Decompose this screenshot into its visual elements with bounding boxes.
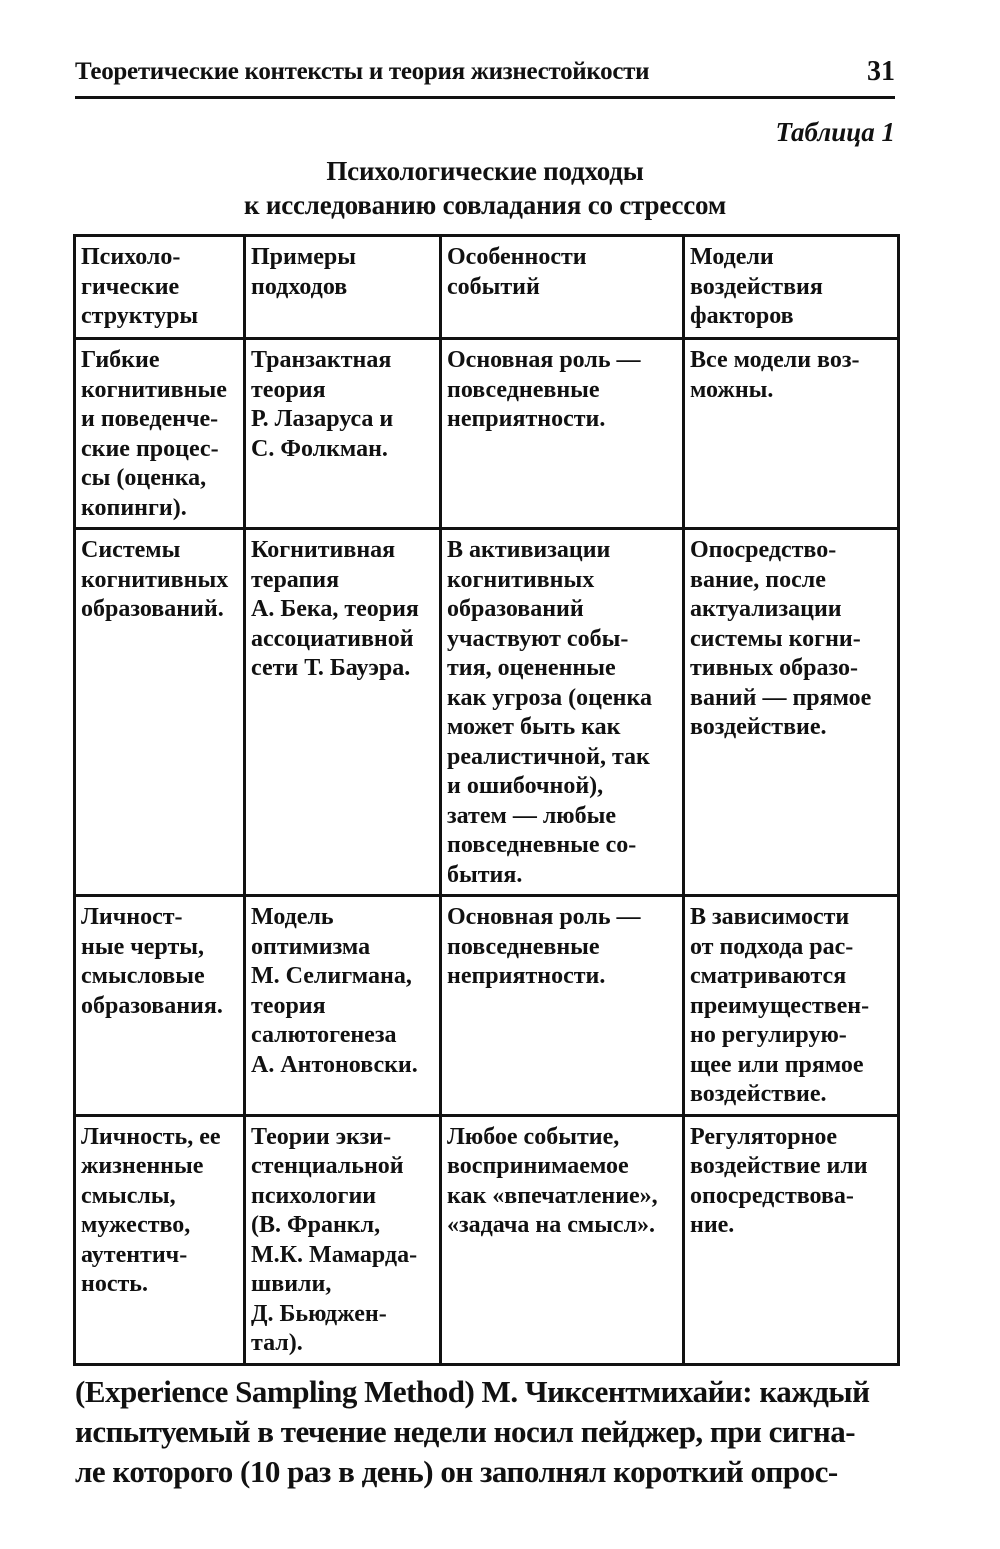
table-cell	[684, 1115, 899, 1364]
table-row	[75, 1115, 899, 1364]
header-cell	[684, 236, 899, 339]
running-title: Теоретические контексты и теория жизнестойкости	[75, 58, 650, 85]
table-cell	[684, 529, 899, 896]
table-label: Таблица 1	[775, 117, 895, 147]
table-cell	[75, 1115, 245, 1364]
header-text: Особенности событий	[447, 244, 587, 300]
table-cell	[441, 896, 684, 1116]
header-text: Психоло- гические структуры	[81, 244, 199, 329]
cell-text: Все модели воз- можны.	[690, 347, 860, 403]
cell-text: Когнитивная терапия А. Бека, теория ассоциативной сети Т. Бауэра.	[251, 537, 419, 681]
cell-text: Транзактная теория Р. Лазаруса и С. Фолкман.	[251, 347, 394, 462]
header-cell	[75, 236, 245, 339]
coping-approaches-table	[73, 234, 900, 1366]
header-text: Модели воздействия факторов	[690, 244, 823, 329]
cell-text: Теории экзи- стенциальной психологии (В. Франкл, М.К. Мамарда- швили, Д. Бьюджен- тал).	[251, 1123, 418, 1356]
table-cell	[684, 896, 899, 1116]
table-row	[75, 896, 899, 1116]
cell-text: Основная роль — повседневные неприятности.	[447, 904, 641, 989]
table-cell	[441, 529, 684, 896]
page-header	[75, 56, 895, 99]
cell-text: Регуляторное воздействие или опосредствова- ние.	[690, 1123, 868, 1238]
header-text: Примеры подходов	[251, 244, 356, 300]
table-cell	[245, 1115, 441, 1364]
table-cell	[75, 529, 245, 896]
table-caption-line-2: к исследованию совладания со стрессом	[243, 190, 727, 220]
table-row	[75, 339, 899, 529]
table-cell	[245, 339, 441, 529]
cell-text: Любое событие, воспринимаемое как «впечатление», «задача на смысл».	[447, 1123, 658, 1238]
table-row	[75, 529, 899, 896]
table-cell	[75, 896, 245, 1116]
body-line: ле которого (10 раз в день) он заполнял короткий опрос-	[75, 1454, 838, 1489]
header-cell	[441, 236, 684, 339]
table-header-row	[75, 236, 899, 339]
table-cell	[75, 339, 245, 529]
cell-text: Модель оптимизма М. Селигмана, теория салютогенеза А. Антоновски.	[251, 904, 418, 1078]
cell-text: Гибкие когнитивные и поведенче- ские процес- сы (оценка, копинги).	[81, 347, 227, 521]
table-cell	[684, 339, 899, 529]
table-cell	[245, 896, 441, 1116]
table-caption-line-1: Психологические подходы	[326, 156, 644, 186]
body-paragraph	[75, 1372, 900, 1492]
cell-text: Личность, ее жизненные смыслы, мужество, аутентич- ность.	[81, 1123, 221, 1297]
table-cell	[245, 529, 441, 896]
body-line: испытуемый в течение недели носил пейджер, при сигна-	[75, 1414, 856, 1449]
page-number: 31	[867, 56, 895, 87]
cell-text: Системы когнитивных образований.	[81, 537, 229, 622]
header-cell	[245, 236, 441, 339]
cell-text: В зависимости от подхода рас- сматриваются преимуществен- но регулирую- щее или прямое воздействие.	[690, 904, 870, 1107]
table-cell	[441, 1115, 684, 1364]
cell-text: Основная роль — повседневные неприятности.	[447, 347, 641, 432]
body-line: (Experience Sampling Method) М. Чиксентмихайи: каждый	[75, 1374, 870, 1409]
table-cell	[441, 339, 684, 529]
cell-text: Опосредство- вание, после актуализации системы когни- тивных образо- ваний — прямое воздействие.	[690, 537, 872, 740]
cell-text: В активизации когнитивных образований участвуют собы- тия, оцененные как угроза (оценка может быть как реалистичной, так и ошибочной), затем — любые повседневные со- бытия.	[447, 537, 652, 888]
cell-text: Личност- ные черты, смысловые образования.	[81, 904, 223, 1019]
